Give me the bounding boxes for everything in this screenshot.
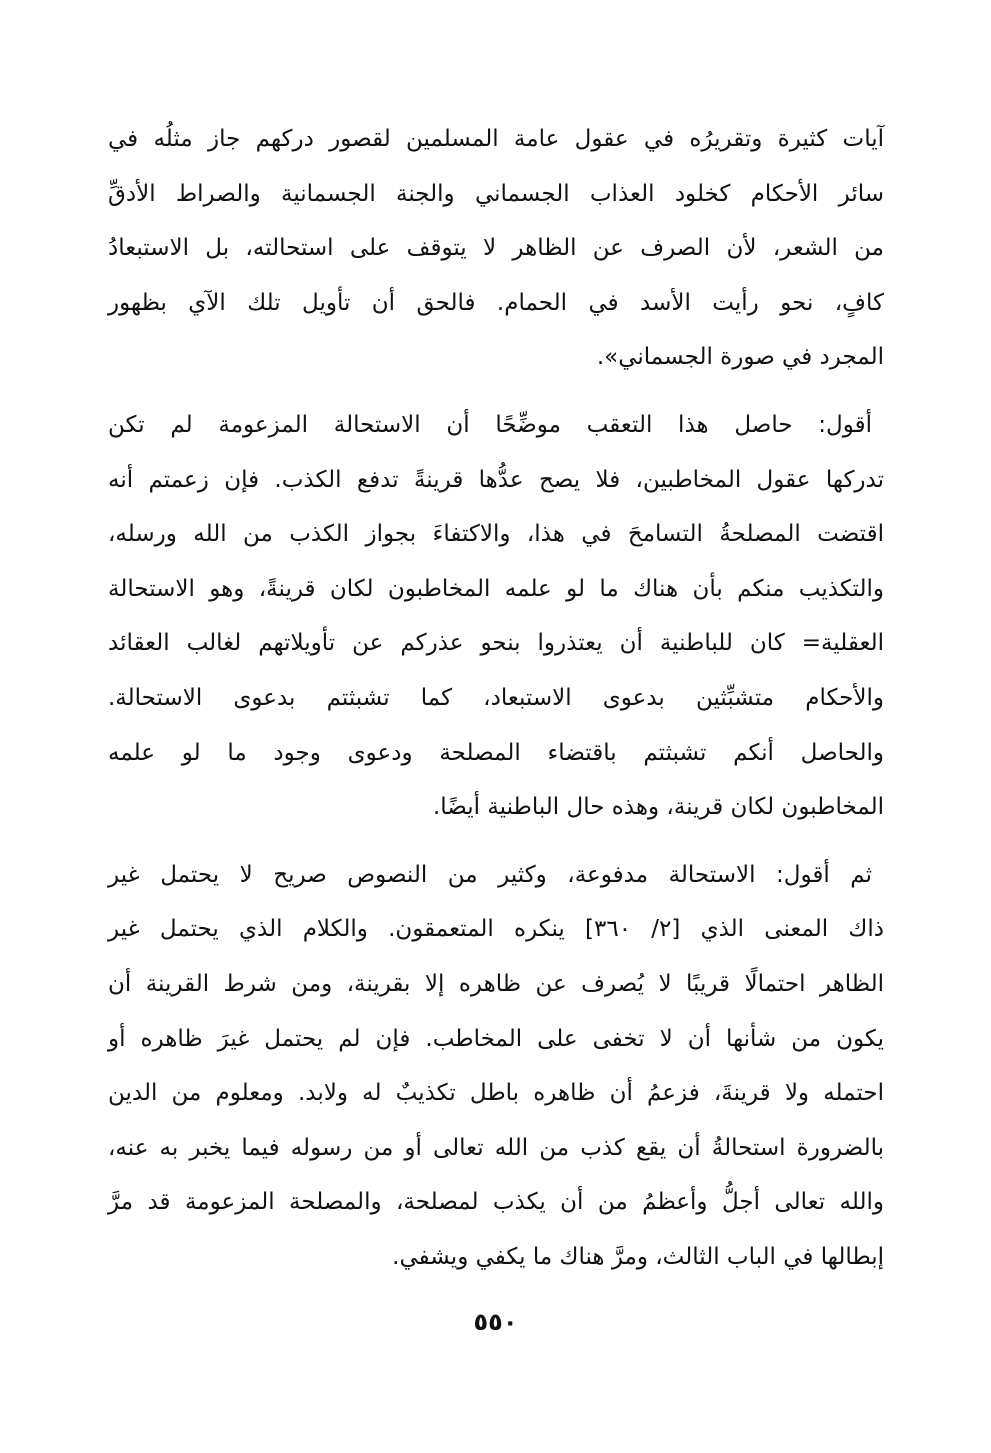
body-text xyxy=(108,112,884,1284)
text-line: المخاطبون لكان قرينة، وهذه حال الباطنية أيضًا. xyxy=(432,794,884,821)
text-line: كافٍ، نحو رأيت الأسد في الحمام. فالحق أن تأويل تلك الآي بظهور xyxy=(108,289,884,316)
text-line: ثم أقول: الاستحالة مدفوعة، وكثير من النصوص صريح لا يحتمل غير xyxy=(108,861,872,888)
text-line: آيات كثيرة وتقريرُه في عقول عامة المسلمين لقصور دركهم جاز مثلُه في xyxy=(108,126,884,152)
text-line: احتمله ولا قرينةَ، فزعمُ أن ظاهره باطل تكذيبٌ له ولابد. ومعلوم من الدين xyxy=(108,1080,884,1107)
text-line: الظاهر احتمالًا قريبًا لا يُصرف عن ظاهره إلا بقرينة، ومن شرط القرينة أن xyxy=(108,970,884,997)
paragraph-3 xyxy=(108,848,884,1285)
paragraph-1 xyxy=(108,112,884,385)
text-line: والحاصل أنكم تشبثتم باقتضاء المصلحة ودعوى وجود ما لو علمه xyxy=(108,739,884,766)
text-line: أقول: حاصل هذا التعقب موضِّحًا أن الاستحالة المزعومة لم تكن xyxy=(108,411,872,438)
text-line: بالضرورة استحالةُ أن يقع كذب من الله تعالى أو من رسوله فيما يخبر به عنه، xyxy=(108,1134,884,1161)
text-line: والتكذيب منكم بأن هناك ما لو علمه المخاطبون لكان قرينةً، وهو الاستحالة xyxy=(108,575,884,602)
paragraph-2 xyxy=(108,398,884,835)
text-line: اقتضت المصلحةُ التسامحَ في هذا، والاكتفاءَ بجواز الكذب من الله ورسله، xyxy=(108,521,884,548)
text-line: العقلية= كان للباطنية أن يعتذروا بنحو عذركم عن تأويلاتهم لغالب العقائد xyxy=(108,630,884,657)
text-line: تدركها عقول المخاطبين، فلا يصح عدُّها قرينةً تدفع الكذب. فإن زعمتم أنه xyxy=(108,466,884,493)
text-line: والله تعالى أجلُّ وأعظمُ من أن يكذب لمصلحة، والمصلحة المزعومة قد مرَّ xyxy=(108,1189,884,1216)
text-line: ذاك المعنى الذي [٢/ ٣٦٠] ينكره المتعمقون. والكلام الذي يحتمل غير xyxy=(108,916,884,943)
page-number: ٥٥٠ xyxy=(473,1308,518,1336)
text-line: يكون من شأنها أن لا تخفى على المخاطب. فإن لم يحتمل غيرَ ظاهره أو xyxy=(108,1025,884,1052)
text-line: من الشعر، لأن الصرف عن الظاهر لا يتوقف على استحالته، بل الاستبعادُ xyxy=(108,235,884,262)
text-line: المجرد في صورة الجسماني». xyxy=(596,344,884,371)
text-line: سائر الأحكام كخلود العذاب الجسماني والجنة الجسمانية والصراط الأدقِّ xyxy=(108,180,884,207)
text-line: والأحكام متشبِّثين بدعوى الاستبعاد، كما تشبثتم بدعوى الاستحالة. xyxy=(108,684,884,711)
text-line: إبطالها في الباب الثالث، ومرَّ هناك ما يكفي ويشفي. xyxy=(392,1243,884,1270)
